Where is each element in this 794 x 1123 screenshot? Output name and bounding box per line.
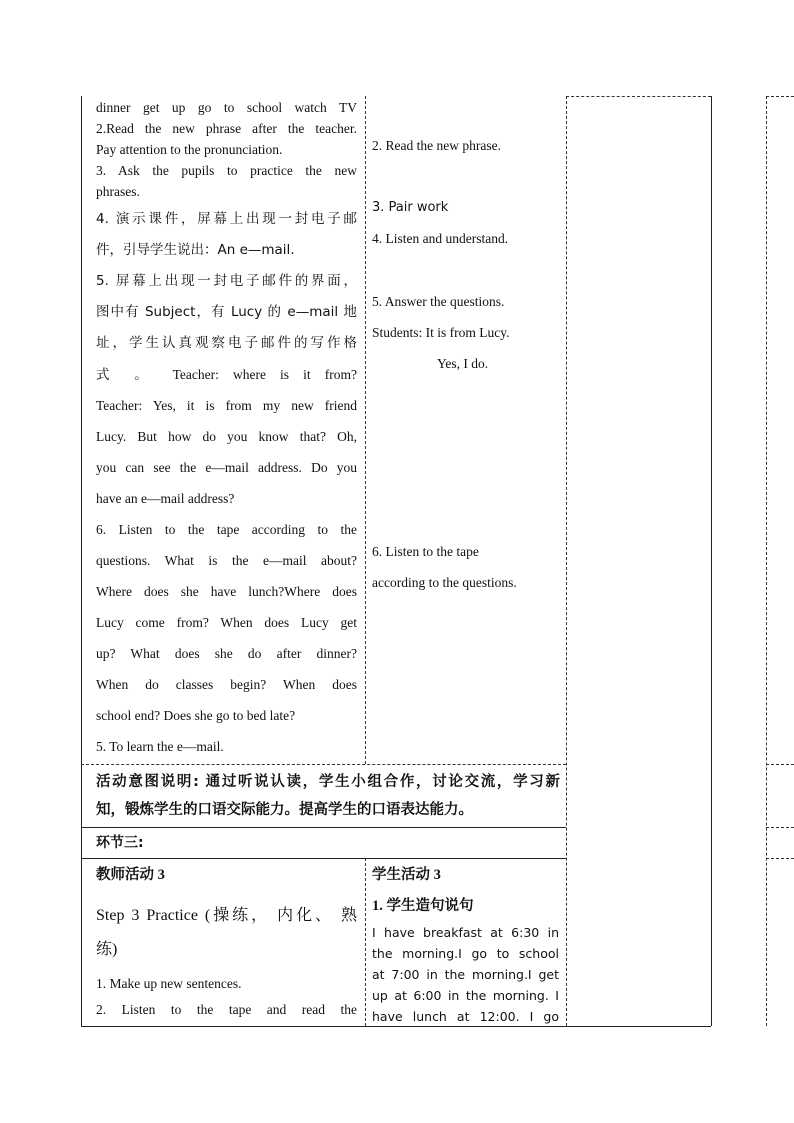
divider-extra-col [711,96,712,1026]
text-line: up? What does she do after dinner? [96,646,357,661]
text-line: dinner get up go to school watch TV [96,100,357,115]
row-border-section-top [81,827,566,828]
student-item-5-answer: Students: It is from Lucy. [372,325,510,340]
sentence-line: have lunch at 12:00. I go [372,1009,559,1024]
text-line: 式 。 Teacher: where is it from? [96,367,357,382]
text-line: you can see the e—mail address. Do you [96,460,357,475]
step-title-line-2: 练) [96,941,118,958]
student-sentences [372,922,559,1027]
divider-mid-lower [365,858,366,1026]
row-border-intent-top [81,764,566,765]
text-line: questions. What is the e—mail about? [96,553,357,568]
teacher-step-2: 2. Listen to the tape and read the [96,1002,357,1017]
student-activity-heading: 学生活动 3 [372,867,441,883]
row-border-far-2 [766,827,794,828]
teacher-step-1: 1. Make up new sentences. [96,976,242,991]
divider-mid-upper [365,96,366,764]
text-line: have an e—mail address? [96,491,235,506]
text-line: Where does she have lunch?Where does [96,584,357,599]
student-item-6b: according to the questions. [372,575,517,590]
sentence-line: at 7:00 in the morning.I get [372,967,559,982]
student-item-5: 5. Answer the questions. [372,294,505,309]
student-item-5-yes: Yes, I do. [437,356,489,371]
text-line: school end? Does she go to bed late? [96,708,296,723]
row-border-activity-top [81,858,566,859]
teacher-activity-heading: 教师活动 3 [96,867,165,883]
student-item-3: 3. Pair work [372,200,449,215]
student-item-4: 4. Listen and understand. [372,231,509,246]
text-line: Pay attention to the pronunciation. [96,142,283,157]
text-line: 2.Read the new phrase after the teacher. [96,121,357,136]
intent-line-1: 活动意图说明: 通过听说认读，学生小组合作，讨论交流，学习新 [96,774,560,790]
top-border-far [766,96,794,97]
text-line: 4. 演示课件，屏幕上出现一封电子邮 [96,211,357,227]
table-left-border [81,96,82,1026]
text-line: 件，引导学生说出：An e—mail. [96,242,295,258]
text-line: Lucy come from? When does Lucy get [96,615,357,630]
text-line: 图中有 Subject，有 Lucy 的 e—mail 地 [96,304,357,320]
text-line: 6. Listen to the tape according to the [96,522,357,537]
intent-line-2: 知，锻炼学生的口语交际能力。提高学生的口语表达能力。 [96,802,473,818]
sentence-line: I have breakfast at 6:30 in [372,925,559,940]
text-line: 5. To learn the e—mail. [96,739,224,754]
section-title: 环节三: [96,835,144,851]
text-line: Lucy. But how do you know that? Oh, [96,429,357,444]
activity-intent [96,768,560,824]
teacher-activity-cell [96,97,357,762]
text-line: 5. 屏幕上出现一封电子邮件的界面， [96,273,357,289]
text-line: When do classes begin? When does [96,677,357,692]
student-item-2: 2. Read the new phrase. [372,138,501,153]
row-border-far-3 [766,858,794,859]
divider-far-right [766,96,767,1026]
student-item-6a: 6. Listen to the tape [372,544,479,559]
row-border-far-1 [766,764,794,765]
sentence-line: up at 6:00 in the morning. I [372,988,559,1003]
text-line: phrases. [96,184,140,199]
top-border-extra [566,96,711,97]
sentence-line: the morning.I go to school [372,946,559,961]
text-line: 3. Ask the pupils to practice the new [96,163,357,178]
step-title-line-1: Step 3 Practice (操练， 内化、 熟 [96,907,357,924]
text-line: Teacher: Yes, it is from my new friend [96,398,357,413]
divider-right-main [566,96,567,1026]
student-activity-sub: 1. 学生造句说句 [372,898,474,914]
text-line: 址，学生认真观察电子邮件的写作格 [96,335,357,351]
step-title [96,899,357,967]
